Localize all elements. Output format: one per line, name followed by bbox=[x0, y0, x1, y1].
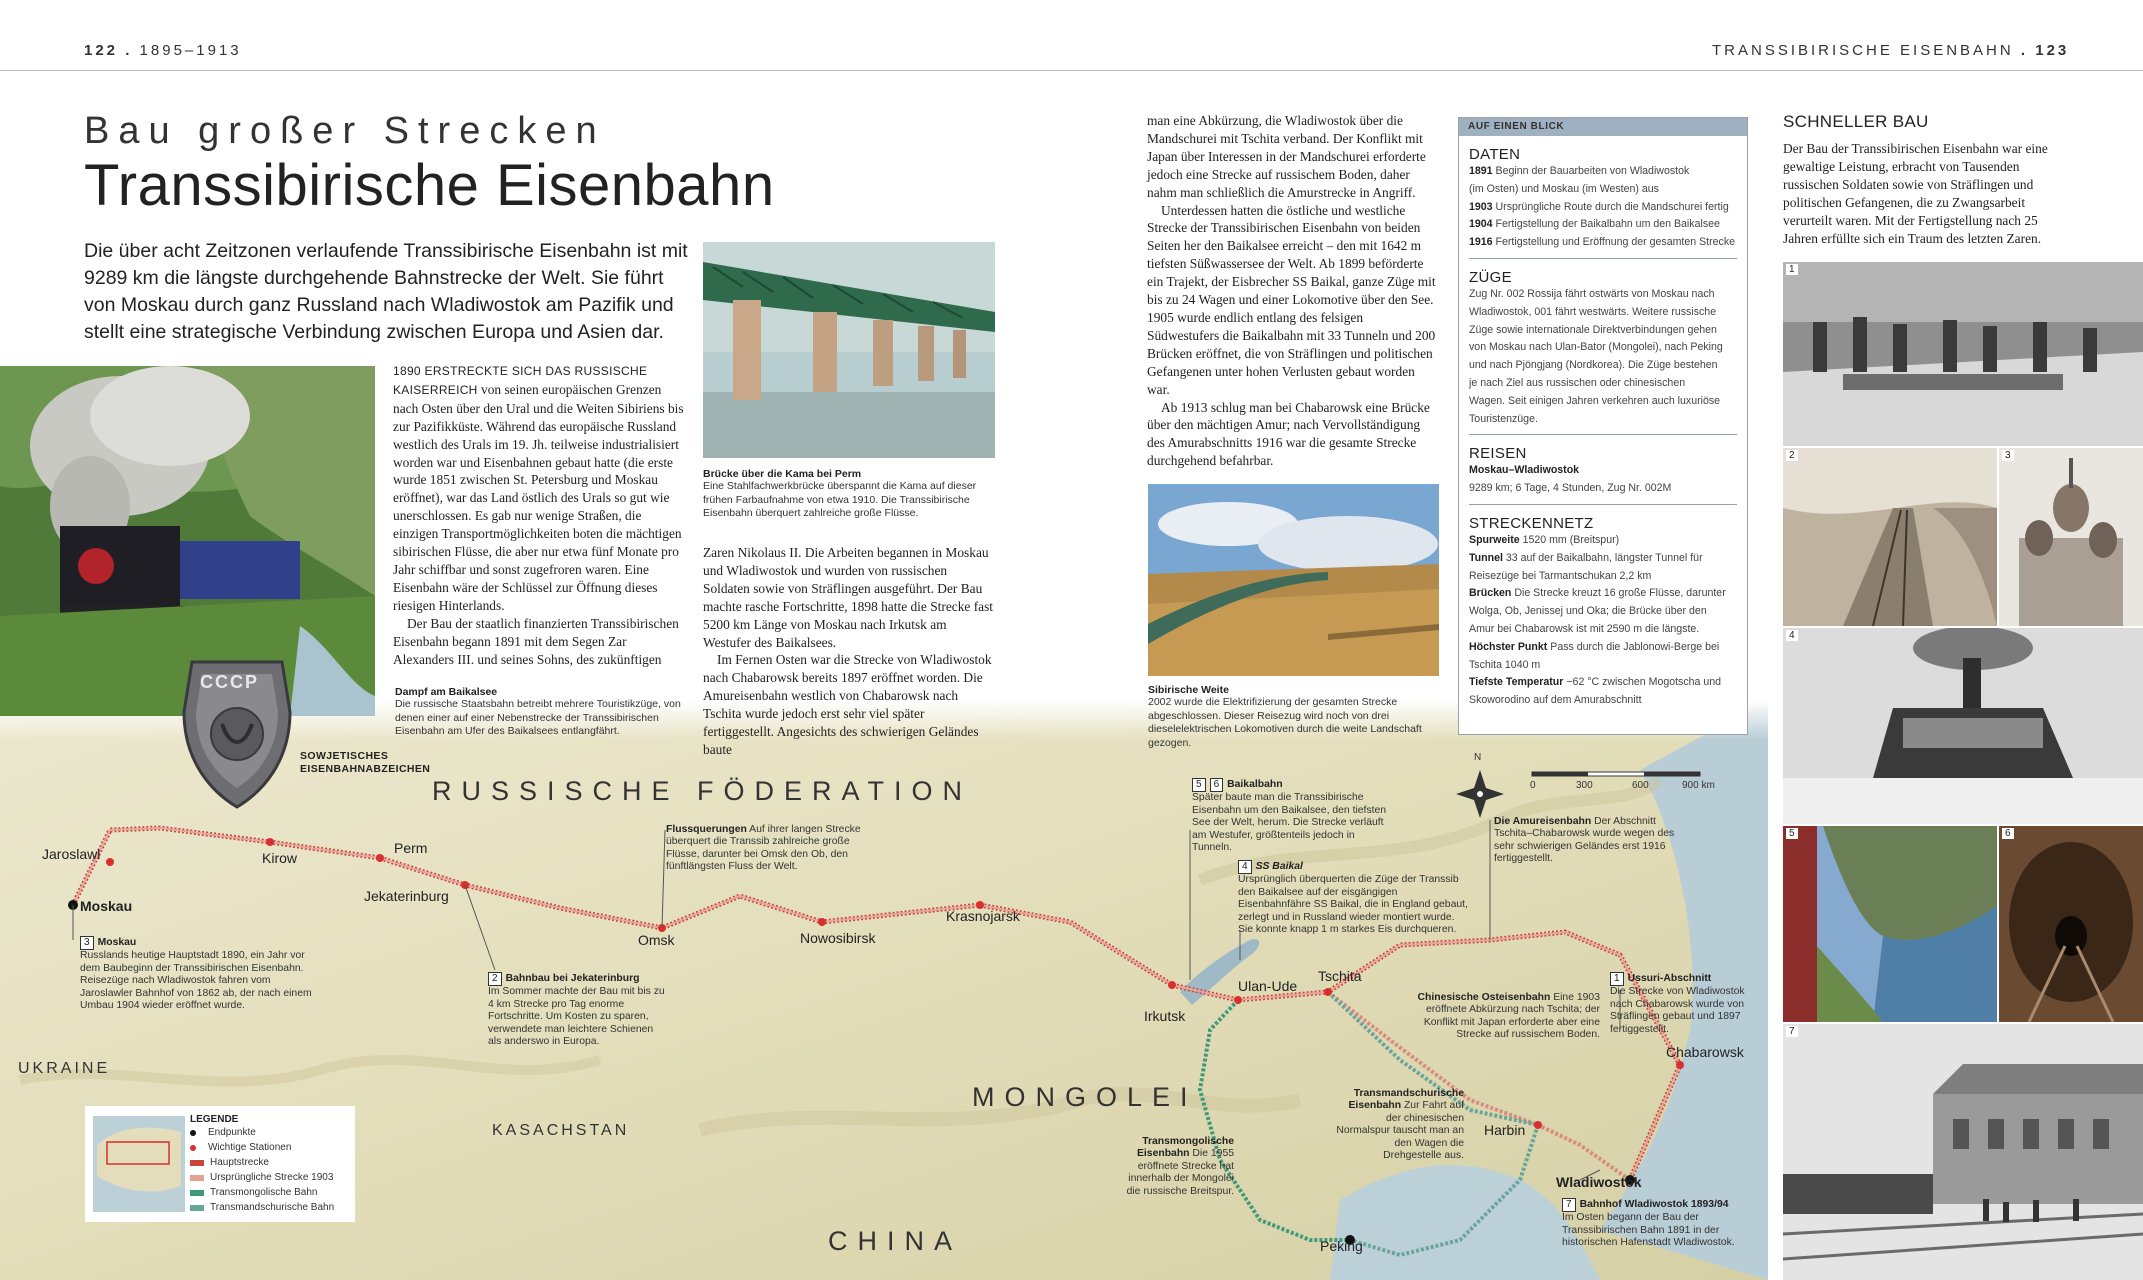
strecke-row-8: Tiefste Temperatur −62 °C zwischen Mogotscha und bbox=[1469, 676, 1722, 689]
strecke-row-0: Spurweite 1520 mm (Breitspur) bbox=[1469, 533, 1620, 546]
article-lead: Die über acht Zeitzonen verlaufende Transsibirische Eisenbahn ist mit 9289 km die längste durchgehende Bahnstrecke der Welt. Sie führt von Moskau durch ganz Russland nach Wladiwostok am Pazifik und stellt eine strategische Verbindung zwischen Europa und Asien dar. bbox=[84, 240, 688, 343]
legend-transmongolian: Transmongolische Bahn bbox=[190, 1185, 334, 1200]
legend-title: LEGENDE bbox=[190, 1114, 239, 1125]
station-irkutsk bbox=[1168, 981, 1176, 989]
photo-1-construction-workers bbox=[1783, 262, 2143, 446]
note-mandsch-title: Transmandschurische Eisenbahn bbox=[1348, 1088, 1464, 1112]
station-jaroslawl bbox=[106, 858, 114, 866]
note-jekaterinburg-number: 2 bbox=[488, 972, 502, 986]
photo-2-rail-cutting bbox=[1783, 448, 1997, 626]
station-tschita bbox=[1324, 988, 1332, 996]
city-nowosibirsk: Nowosibirsk bbox=[800, 930, 876, 946]
country-russia: RUSSISCHE FÖDERATION bbox=[432, 776, 973, 806]
infobox-daten-title: DATEN bbox=[1469, 146, 1521, 163]
caption-steam-text: Die russische Staatsbahn betreibt mehrere Touristikzüge, von denen einer auf einer Nebenstrecke der Transsibirischen Eisenbahn am Ufer des Baikalsees entlangfährt. bbox=[395, 698, 681, 737]
country-ukraine: UKRAINE bbox=[18, 1060, 111, 1077]
map-legend bbox=[85, 1106, 355, 1222]
station-ulan-ude bbox=[1234, 996, 1242, 1004]
body-column-2 bbox=[703, 544, 995, 759]
body-col2-p1: Zaren Nikolaus II. Die Arbeiten begannen in Moskau und Wladiwostok und wurden von russischen Soldaten sowie von Sträflingen ausgeführt. Der Bau machte rasche Fortschritte, 1898 hatte die Strecke fast 5200 km Länge von Moskau nach Irkutsk am Westufer des Baikalsees. bbox=[703, 545, 994, 650]
strecke-row-6: Höchster Punkt Pass durch die Jablonowi-Berge bei bbox=[1469, 640, 1720, 653]
daten-row-1: (im Osten) und Moskau (im Westen) aus bbox=[1469, 182, 1659, 195]
note-baikalbahn bbox=[1192, 778, 1392, 854]
note-moskau bbox=[80, 936, 320, 1012]
note-transmongolisch bbox=[1114, 1136, 1234, 1198]
body-column-3 bbox=[1147, 112, 1437, 470]
strecke-row-9: Skoworodino auf dem Amurabschnitt bbox=[1469, 694, 1642, 707]
city-wladiwostok: Wladiwostok bbox=[1556, 1174, 1642, 1190]
country-kazakhstan: KASACHSTAN bbox=[492, 1122, 630, 1139]
legend-overview-map bbox=[93, 1116, 185, 1212]
note-flussquerungen bbox=[666, 824, 872, 874]
note-jekaterinburg-text: Im Sommer machte der Bau mit bis zu 4 km Strecke pro Tag enorme Fortschritte. Um Kosten zu sparen, verwendete man leichtere Schienen als anderswo in Europa. bbox=[488, 986, 665, 1048]
city-irkutsk: Irkutsk bbox=[1144, 1008, 1186, 1024]
legend-transmanchurian: Transmandschurische Bahn bbox=[190, 1200, 334, 1215]
infobox-header: AUF EINEN BLICK bbox=[1459, 118, 1747, 136]
photo-6-tunnel bbox=[1999, 826, 2143, 1022]
city-chabarowsk: Chabarowsk bbox=[1666, 1044, 1744, 1060]
body-col3-p2: Unterdessen hatten die östliche und westliche Strecke der Transsibirischen Eisenbahn von beiden Seiten her den Baikalsee erreicht – den mit 1642 m tiefsten Süßwassersee der Welt. Ab 1899 beförderte ein Trajekt, der Eisbrecher SS Baikal, ganze Züge mit bis zu 24 Wagen und einer Lokomotive über den See. 1905 wurde endlich entlang des felsigen Südwestufers die Baikalbahn mit 33 Tunneln und 200 Brücken eröffnet, die von Sträflingen und politischen Gefangenen unter hohen Verlusten gebaut worden war. bbox=[1147, 202, 1436, 397]
zuege-line-5: je nach Ziel aus russischen oder chinesischen bbox=[1469, 376, 1686, 389]
photo-number-1: 1 bbox=[1786, 264, 1798, 275]
scale-bar bbox=[1532, 772, 1700, 776]
legend-endpoints: Endpunkte bbox=[190, 1125, 334, 1140]
body-column-1 bbox=[393, 362, 687, 668]
caption-steam bbox=[395, 686, 685, 739]
note-wlad-text: Im Osten begann der Bau der Transsibirischen Bahn 1891 in der historischen Hafenstadt Wladiwostok. bbox=[1562, 1212, 1735, 1249]
photo-4-icebreaker bbox=[1783, 628, 2143, 824]
zuege-line-0: Zug Nr. 002 Rossija fährt ostwärts von Moskau nach bbox=[1469, 287, 1715, 300]
scale-900: 900 km bbox=[1682, 780, 1715, 791]
note-bahnhof-wladiwostok bbox=[1562, 1198, 1752, 1250]
country-mongolia: MONGOLEI bbox=[972, 1082, 1198, 1112]
photo-number-2: 2 bbox=[1786, 450, 1798, 461]
caption-steppe bbox=[1148, 684, 1439, 750]
body-col1-p2: Der Bau der staatlich finanzierten Transsibirischen Eisenbahn begann 1891 mit dem Segen Zar Alexanders III. und seines Sohns, des zukünftigen bbox=[393, 615, 679, 667]
article-kicker: Bau großer Strecken bbox=[84, 110, 606, 152]
body-col1-caps: 1890 ERSTRECKTE SICH DAS RUSSISCHE KAISERREICH bbox=[393, 364, 648, 397]
sidebar-title: SCHNELLER BAU bbox=[1783, 112, 1929, 131]
city-peking: Peking bbox=[1320, 1238, 1363, 1254]
note-ss-title: SS Baikal bbox=[1255, 861, 1303, 872]
right-running-head bbox=[1712, 42, 2069, 59]
city-tschita: Tschita bbox=[1318, 968, 1362, 984]
note-amur-text: Der Abschnitt Tschita–Chabarowsk wurde wegen des sehr schwierigen Geländes erst 1916 fertiggestellt. bbox=[1494, 816, 1675, 865]
note-baikal-number-b: 6 bbox=[1210, 778, 1224, 792]
note-amureisenbahn bbox=[1494, 816, 1684, 866]
city-jaroslawl: Jaroslawl bbox=[42, 846, 101, 862]
city-kirow: Kirow bbox=[262, 850, 298, 866]
city-moskau: Moskau bbox=[80, 898, 133, 914]
right-page-number: 123 bbox=[2035, 42, 2070, 59]
infobox-zuege-title: ZÜGE bbox=[1469, 268, 1512, 286]
note-ss-number: 4 bbox=[1238, 860, 1252, 874]
city-ulan-ude: Ulan-Ude bbox=[1238, 978, 1298, 994]
station-perm bbox=[376, 854, 384, 862]
daten-row-4: 1916 Fertigstellung und Eröffnung der gesamten Strecke bbox=[1469, 236, 1736, 249]
body-col3-p1: man eine Abkürzung, die Wladiwostok über die Mandschurei mit Tschita verband. Der Konflikt mit Japan über Interessen in der Mandschurei erforderte jedoch eine Strecke auf russischem Boden, daher nahm man schließlich die Amurstrecke in Angriff. bbox=[1147, 113, 1426, 200]
note-amur-title: Die Amureisenbahn bbox=[1494, 816, 1592, 827]
daten-row-2: 1903 Ursprüngliche Route durch die Mandschurei fertig bbox=[1469, 200, 1729, 213]
city-jekaterinburg: Jekaterinburg bbox=[364, 888, 449, 904]
caption-steppe-text: 2002 wurde die Elektrifizierung der gesamten Strecke abgeschlossen. Dieser Reisezug wird noch von drei dieselelektrischen Lokomotiven durch die weite Landschaft gezogen. bbox=[1148, 696, 1422, 749]
note-moskau-title: Moskau bbox=[97, 937, 137, 948]
caption-steppe-title: Sibirische Weite bbox=[1148, 684, 1229, 696]
body-col1-p1: von seinen europäischen Grenzen nach Osten über den Ural und die Weiten Sibiriens bis zur Pazifikküste. Während das europäische Russland westlich des Urals im 19. Jh. teilweise industrialisiert worden war und Eisenbahnen gebaut hatte (die erste wurde 1851 zwischen St. Petersburg und Moskau eröffnet), war das Land östlich des Urals so gut wie unerschlossen. Es gab nur wenige Straßen, die einzigen Transportmöglichkeiten boten die mächtigen sibirischen Flüsse, die aber nur etwa fünf Monate pro Jahr schiffbar und sonst zugefroren waren. Eine Eisenbahn wäre der Schlüssel zur Öffnung dieses riesigen Hinterlands. bbox=[393, 381, 684, 613]
strecke-row-2: Reisezüge bei Tarmantschukan 2,2 km bbox=[1469, 569, 1652, 582]
photo-3-basilius-cathedral bbox=[1999, 448, 2143, 626]
note-moskau-text: Russlands heutige Hauptstadt 1890, ein Jahr vor dem Baubeginn der Transsibirischen Eisenbahn. Reisezüge nach Wladiwostok fahren vom Jaroslawler Bahnhof von 1862 ab, der nach einem Umbau 1904 wieder eröffnet wurde. bbox=[80, 950, 312, 1012]
photo-number-4: 4 bbox=[1786, 630, 1798, 641]
note-ost-title: Chinesische Osteisenbahn bbox=[1417, 992, 1551, 1003]
scale-0: 0 bbox=[1530, 780, 1536, 791]
infobox-strecke-title: STRECKENNETZ bbox=[1469, 514, 1594, 532]
photo-7-wladiwostok-station bbox=[1783, 1024, 2143, 1280]
sidebar-text: Der Bau der Transsibirischen Eisenbahn war eine gewaltige Leistung, erbracht von Tausenden russischen Soldaten sowie von Sträflingen und politischen Gefangenen, die zu Zwangsarbeit verurteilt waren. Mit der Fertigstellung nach 25 Jahren erfüllte sich ein Traum des letzten Zaren. bbox=[1783, 141, 2048, 246]
zuege-line-7: Touristenzüge. bbox=[1469, 412, 1538, 425]
photo-5-baikal-coast bbox=[1783, 826, 1997, 1022]
strecke-row-5: Amur bei Chabarowsk ist mit 2590 m die längste. bbox=[1469, 622, 1700, 635]
left-running-head bbox=[84, 42, 242, 59]
photo-number-7: 7 bbox=[1786, 1026, 1798, 1037]
station-kirow bbox=[266, 838, 274, 846]
zuege-line-2: Züge sowie internationale Direktverbindungen gehen bbox=[1469, 323, 1717, 336]
zuege-line-1: Wladiwostok, 001 fährt westwärts. Weitere russische bbox=[1469, 305, 1717, 318]
scale-600: 600 bbox=[1632, 780, 1649, 791]
badge-caption: SOWJETISCHES EISENBAHNABZEICHEN bbox=[300, 750, 431, 775]
legend-stations: Wichtige Stationen bbox=[190, 1140, 334, 1155]
photo-number-5: 5 bbox=[1786, 828, 1798, 839]
city-krasnojarsk: Krasnojarsk bbox=[946, 908, 1020, 924]
note-osteisenbahn bbox=[1402, 992, 1600, 1042]
article-title: Transsibirische Eisenbahn bbox=[84, 153, 775, 218]
note-moskau-number: 3 bbox=[80, 936, 94, 950]
note-mandsch-text: Zur Fahrt auf der chinesischen Normalspur tauscht man an den Wagen die Drehgestelle aus. bbox=[1336, 1100, 1464, 1162]
city-harbin: Harbin bbox=[1484, 1122, 1526, 1138]
right-separator: . bbox=[2020, 42, 2029, 59]
station-chabarowsk bbox=[1676, 1061, 1684, 1069]
note-baikal-title: Baikalbahn bbox=[1227, 779, 1283, 790]
caption-steam-title: Dampf am Baikalsee bbox=[395, 686, 498, 698]
station-nowosibirsk bbox=[818, 918, 826, 926]
scale-300: 300 bbox=[1576, 780, 1593, 791]
body-col2-p2: Im Fernen Osten war die Strecke von Wladiwostok nach Chabarowsk bereits 1897 eröffnet worden. Die Amureisenbahn westlich von Chabarowsk nach Tschita wurde jedoch erst sehr viel später fertiggestellt. Angesichts des schwierigen Geländes baute bbox=[703, 652, 992, 757]
note-mongol-text: Die 1955 eröffnete Strecke hat innerhalb der Mongolei die russische Breitspur. bbox=[1126, 1148, 1234, 1197]
note-jekaterinburg-title: Bahnbau bei Jekaterinburg bbox=[505, 973, 640, 984]
zuege-line-3: von Moskau nach Ulan-Bator (Mongolei), nach Peking bbox=[1469, 341, 1723, 354]
photo-kama-bridge bbox=[703, 242, 995, 458]
note-ss-text: Ursprünglich überquerten die Züge der Transsib den Baikalsee auf der eisgängigen Eisenbahnfähre SS Baikal, die in England gebaut, zerlegt und in Russland wieder montiert wurde. Sie konnte knapp 1 m starkes Eis durchqueren. bbox=[1238, 874, 1468, 936]
note-ss-baikal bbox=[1238, 860, 1468, 936]
compass-n: N bbox=[1474, 752, 1482, 763]
photo-siberian-steppe bbox=[1148, 484, 1439, 676]
infobox-at-a-glance bbox=[1458, 117, 1748, 735]
note-transmandschurisch bbox=[1334, 1088, 1464, 1162]
legend-main-line: Hauptstrecke bbox=[190, 1155, 334, 1170]
note-ost-text: Eine 1903 eröffnete Abkürzung nach Tschita; der Konflikt mit Japan erforderte aber eine Strecke auf russischem Boden. bbox=[1423, 992, 1600, 1041]
note-ussuri-title: Ussuri-Abschnitt bbox=[1627, 973, 1712, 984]
note-ussuri-text: Die Strecke von Wladiwostok nach Chabarowsk wurde von Sträflingen gebaut und 1897 fertiggestellt. bbox=[1610, 986, 1745, 1035]
reisen-detail: 9289 km; 6 Tage, 4 Stunden, Zug Nr. 002M bbox=[1469, 482, 1672, 495]
infobox-reisen-title: REISEN bbox=[1469, 445, 1527, 463]
badge-letters: СССР bbox=[200, 672, 260, 692]
note-baikal-text: Später baute man die Transsibirische Eisenbahn um den Baikalsee, den tiefsten See der Welt, herum. Die Strecke verläuft am Westufer, größtenteils jedoch in Tunneln. bbox=[1192, 792, 1387, 854]
left-period: 1895–1913 bbox=[139, 42, 242, 59]
caption-bridge bbox=[703, 468, 995, 521]
zuege-line-6: Wagen. Seit einigen Jahren verkehren auch luxuriöse bbox=[1469, 394, 1721, 407]
daten-row-3: 1904 Fertigstellung der Baikalbahn um den Baikalsee bbox=[1469, 218, 1720, 231]
reisen-route: Moskau–Wladiwostok bbox=[1469, 464, 1580, 477]
body-col3-p3: Ab 1913 schlug man bei Chabarowsk eine Brücke über den mächtigen Amur; nach Vervollständigung des Amurabschnitts 1916 war die gesamte Strecke durchgehend befahrbar. bbox=[1147, 399, 1430, 469]
caption-bridge-text: Eine Stahlfachwerkbrücke überspannt die Kama auf dieser frühen Farbaufnahme von etwa 1910. Die Transsibirische Eisenbahn überquert zahlreiche große Flüsse. bbox=[703, 480, 977, 519]
note-wlad-number: 7 bbox=[1562, 1198, 1576, 1212]
station-harbin bbox=[1534, 1121, 1542, 1129]
strecke-row-4: Wolga, Ob, Jenissej und Oka; die Brücke über den bbox=[1469, 605, 1707, 618]
header-rule bbox=[0, 70, 2143, 71]
note-baikal-number-a: 5 bbox=[1192, 778, 1206, 792]
city-perm: Perm bbox=[394, 840, 428, 856]
note-jekaterinburg bbox=[488, 972, 668, 1048]
country-china: CHINA bbox=[828, 1226, 963, 1256]
note-fluss-text: Auf ihrer langen Strecke überquert die Transsib zahlreiche große Flüsse, darunter bei Omsk den Ob, den fünftlängsten Fluss der Welt. bbox=[666, 824, 861, 873]
strecke-row-1: Tunnel 33 auf der Baikalbahn, längster Tunnel für bbox=[1469, 551, 1703, 564]
daten-row-0: 1891 Beginn der Bauarbeiten von Wladiwostok bbox=[1469, 165, 1690, 177]
strecke-row-3: Brücken Die Strecke kreuzt 16 große Flüsse, darunter bbox=[1469, 587, 1726, 600]
photo-number-3: 3 bbox=[2002, 450, 2014, 461]
note-fluss-title: Flussquerungen bbox=[666, 824, 747, 835]
legend-original-line: Ursprüngliche Strecke 1903 bbox=[190, 1170, 334, 1185]
right-section-title: TRANSSIBIRISCHE EISENBAHN bbox=[1712, 42, 2014, 59]
caption-bridge-title: Brücke über die Kama bei Perm bbox=[703, 468, 862, 480]
note-ussuri bbox=[1610, 972, 1760, 1036]
strecke-row-7: Tschita 1040 m bbox=[1469, 658, 1541, 671]
note-mongol-title: Transmongolische Eisenbahn bbox=[1136, 1136, 1234, 1160]
zuege-line-4: und nach Pjöngjang (Nordkorea). Die Züge bestehen bbox=[1469, 359, 1718, 372]
note-wlad-title: Bahnhof Wladiwostok 1893/94 bbox=[1579, 1199, 1729, 1210]
city-omsk: Omsk bbox=[638, 932, 675, 948]
note-ussuri-number: 1 bbox=[1610, 972, 1624, 986]
left-separator: . bbox=[125, 42, 133, 59]
photo-number-6: 6 bbox=[2002, 828, 2014, 839]
left-page-number: 122 bbox=[84, 42, 119, 59]
